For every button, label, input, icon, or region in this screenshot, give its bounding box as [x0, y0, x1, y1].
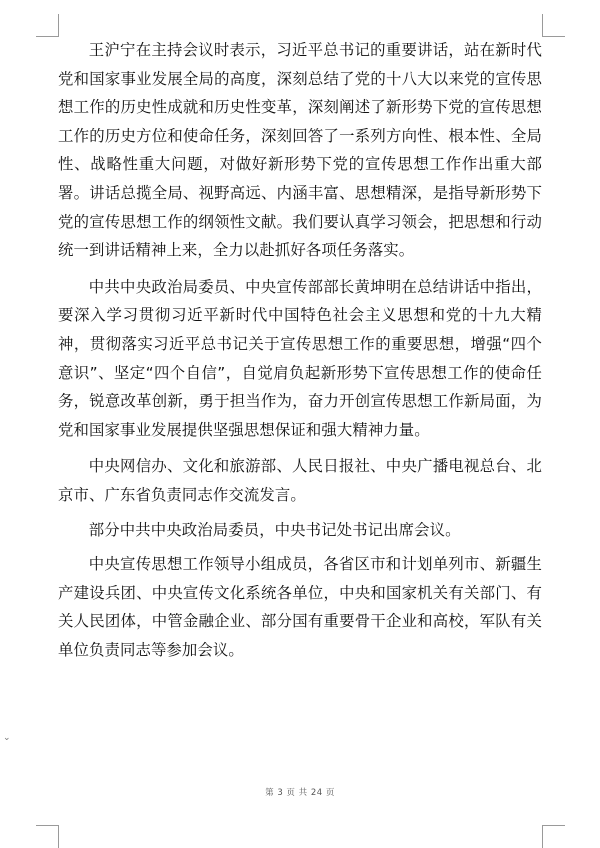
paragraph-wang-huning: 王沪宁在主持会议时表示，习近平总书记的重要讲话，站在新时代党和国家事业发展全局的高度，深刻总结了党的十八大以来党的宣传思想工作的历史性成就和历史性变革，深刻阐述了新形势下党的宣传思想工作的历史方位和使命任务，深刻回答了一系列方向性、根本性、全局性、战略性重大问题，对做好新形势下党的宣传思想工作作出重大部署。讲话总揽全局、视野高远、内涵丰富、思想精深，是指导新形势下党的宣传思想工作的纲领性文献。我们要认真学习领会，把思想和行动统一到讲话精神上来，全力以赴抓好各项任务落实。 — [58, 41, 542, 260]
chevron-down-icon: ⌄ — [3, 733, 11, 743]
crop-mark-top-left — [36, 14, 59, 37]
crop-mark-bottom-right — [542, 825, 565, 848]
document-body — [58, 36, 542, 664]
crop-mark-bottom-left — [36, 825, 59, 848]
paragraph-attendees-list: 中央宣传思想工作领导小组成员，各省区市和计划单列市、新疆生产建设兵团、中央宣传文化系统各单位，中央和国家机关有关部门、有关人民团体，中管金融企业、部分国有重要骨干企业和高校，军队有关单位负责同志等参加会议。 — [58, 555, 542, 659]
paragraph-attendees-politburo: 部分中共中央政治局委员，中央书记处书记出席会议。 — [88, 520, 461, 539]
crop-mark-top-right — [542, 14, 565, 37]
page-number: 第 3 页 共 24 页 — [265, 788, 335, 798]
paragraph-huang-kunming: 中共中央政治局委员、中央宣传部部长黄坤明在总结讲话中指出，要深入学习贯彻习近平新时代中国特色社会主义思想和党的十九大精神，贯彻落实习近平总书记关于宣传思想工作的重要思想，增强“四个意识”、坚定“四个自信”，自觉肩负起新形势下宣传思想工作的使命任务，锐意改革创新，勇于担当作为，奋力开创宣传思想工作新局面，为党和国家事业发展提供坚强思想保证和强大精神力量。 — [58, 277, 542, 439]
paragraph-exchange-speeches: 中央网信办、文化和旅游部、人民日报社、中央广播电视总台、北京市、广东省负责同志作交流发言。 — [58, 457, 542, 504]
